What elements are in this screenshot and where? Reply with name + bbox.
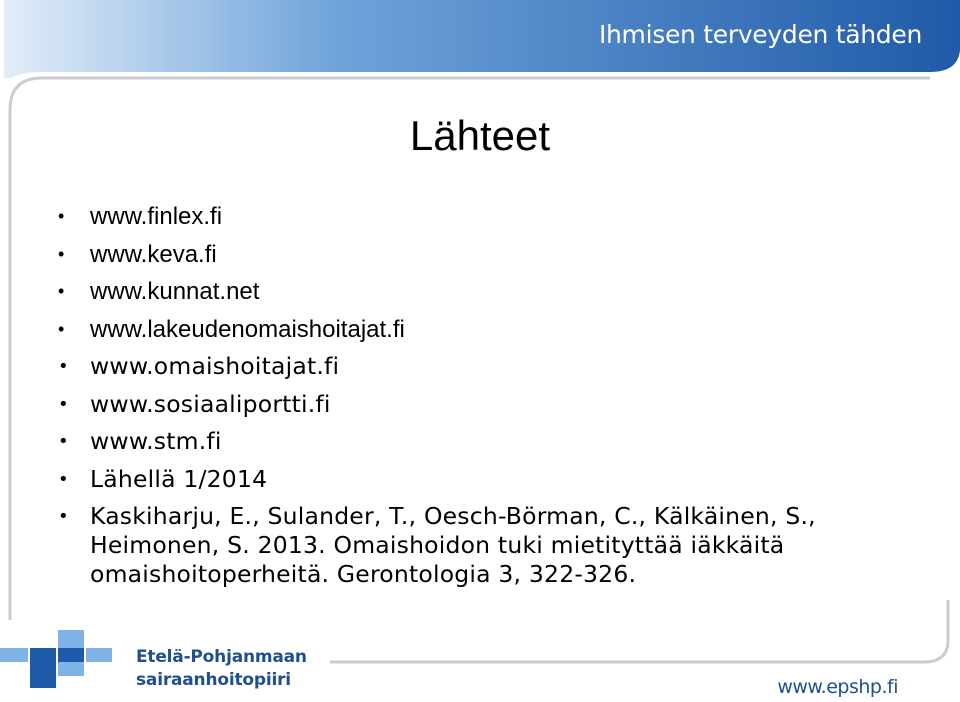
list-item: • www.kunnat.net bbox=[58, 277, 928, 306]
list-item: • www.finlex.fi bbox=[58, 202, 928, 231]
reference-list bbox=[58, 202, 928, 598]
list-item: • Lähellä 1/2014 bbox=[58, 465, 928, 494]
slide-title: Lähteet bbox=[409, 112, 551, 159]
list-item: • www.keva.fi bbox=[58, 240, 928, 269]
cross-icon bbox=[0, 630, 112, 688]
list-item: • www.omaishoitajat.fi bbox=[58, 352, 928, 381]
list-item: • www.lakeudenomaishoitajat.fi bbox=[58, 315, 928, 344]
website-link[interactable]: www.epshp.fi bbox=[777, 676, 898, 698]
org-name-line1: Etelä-Pohjanmaan bbox=[136, 647, 307, 667]
list-item: • Kaskiharju, E., Sulander, T., Oesch-Börman, C., Kälkäinen, S., Heimonen, S. 2013. Omaishoidon tuki mietityttää iäkkäitä omaishoitoperheitä. Gerontologia 3, 322-326. bbox=[58, 502, 928, 589]
org-name bbox=[136, 646, 307, 692]
list-item: • www.stm.fi bbox=[58, 427, 928, 456]
header-tagline: Ihmisen terveyden tähden bbox=[598, 20, 922, 49]
org-name-line2: sairaanhoitopiiri bbox=[136, 670, 291, 690]
list-item: • www.sosiaaliportti.fi bbox=[58, 390, 928, 419]
